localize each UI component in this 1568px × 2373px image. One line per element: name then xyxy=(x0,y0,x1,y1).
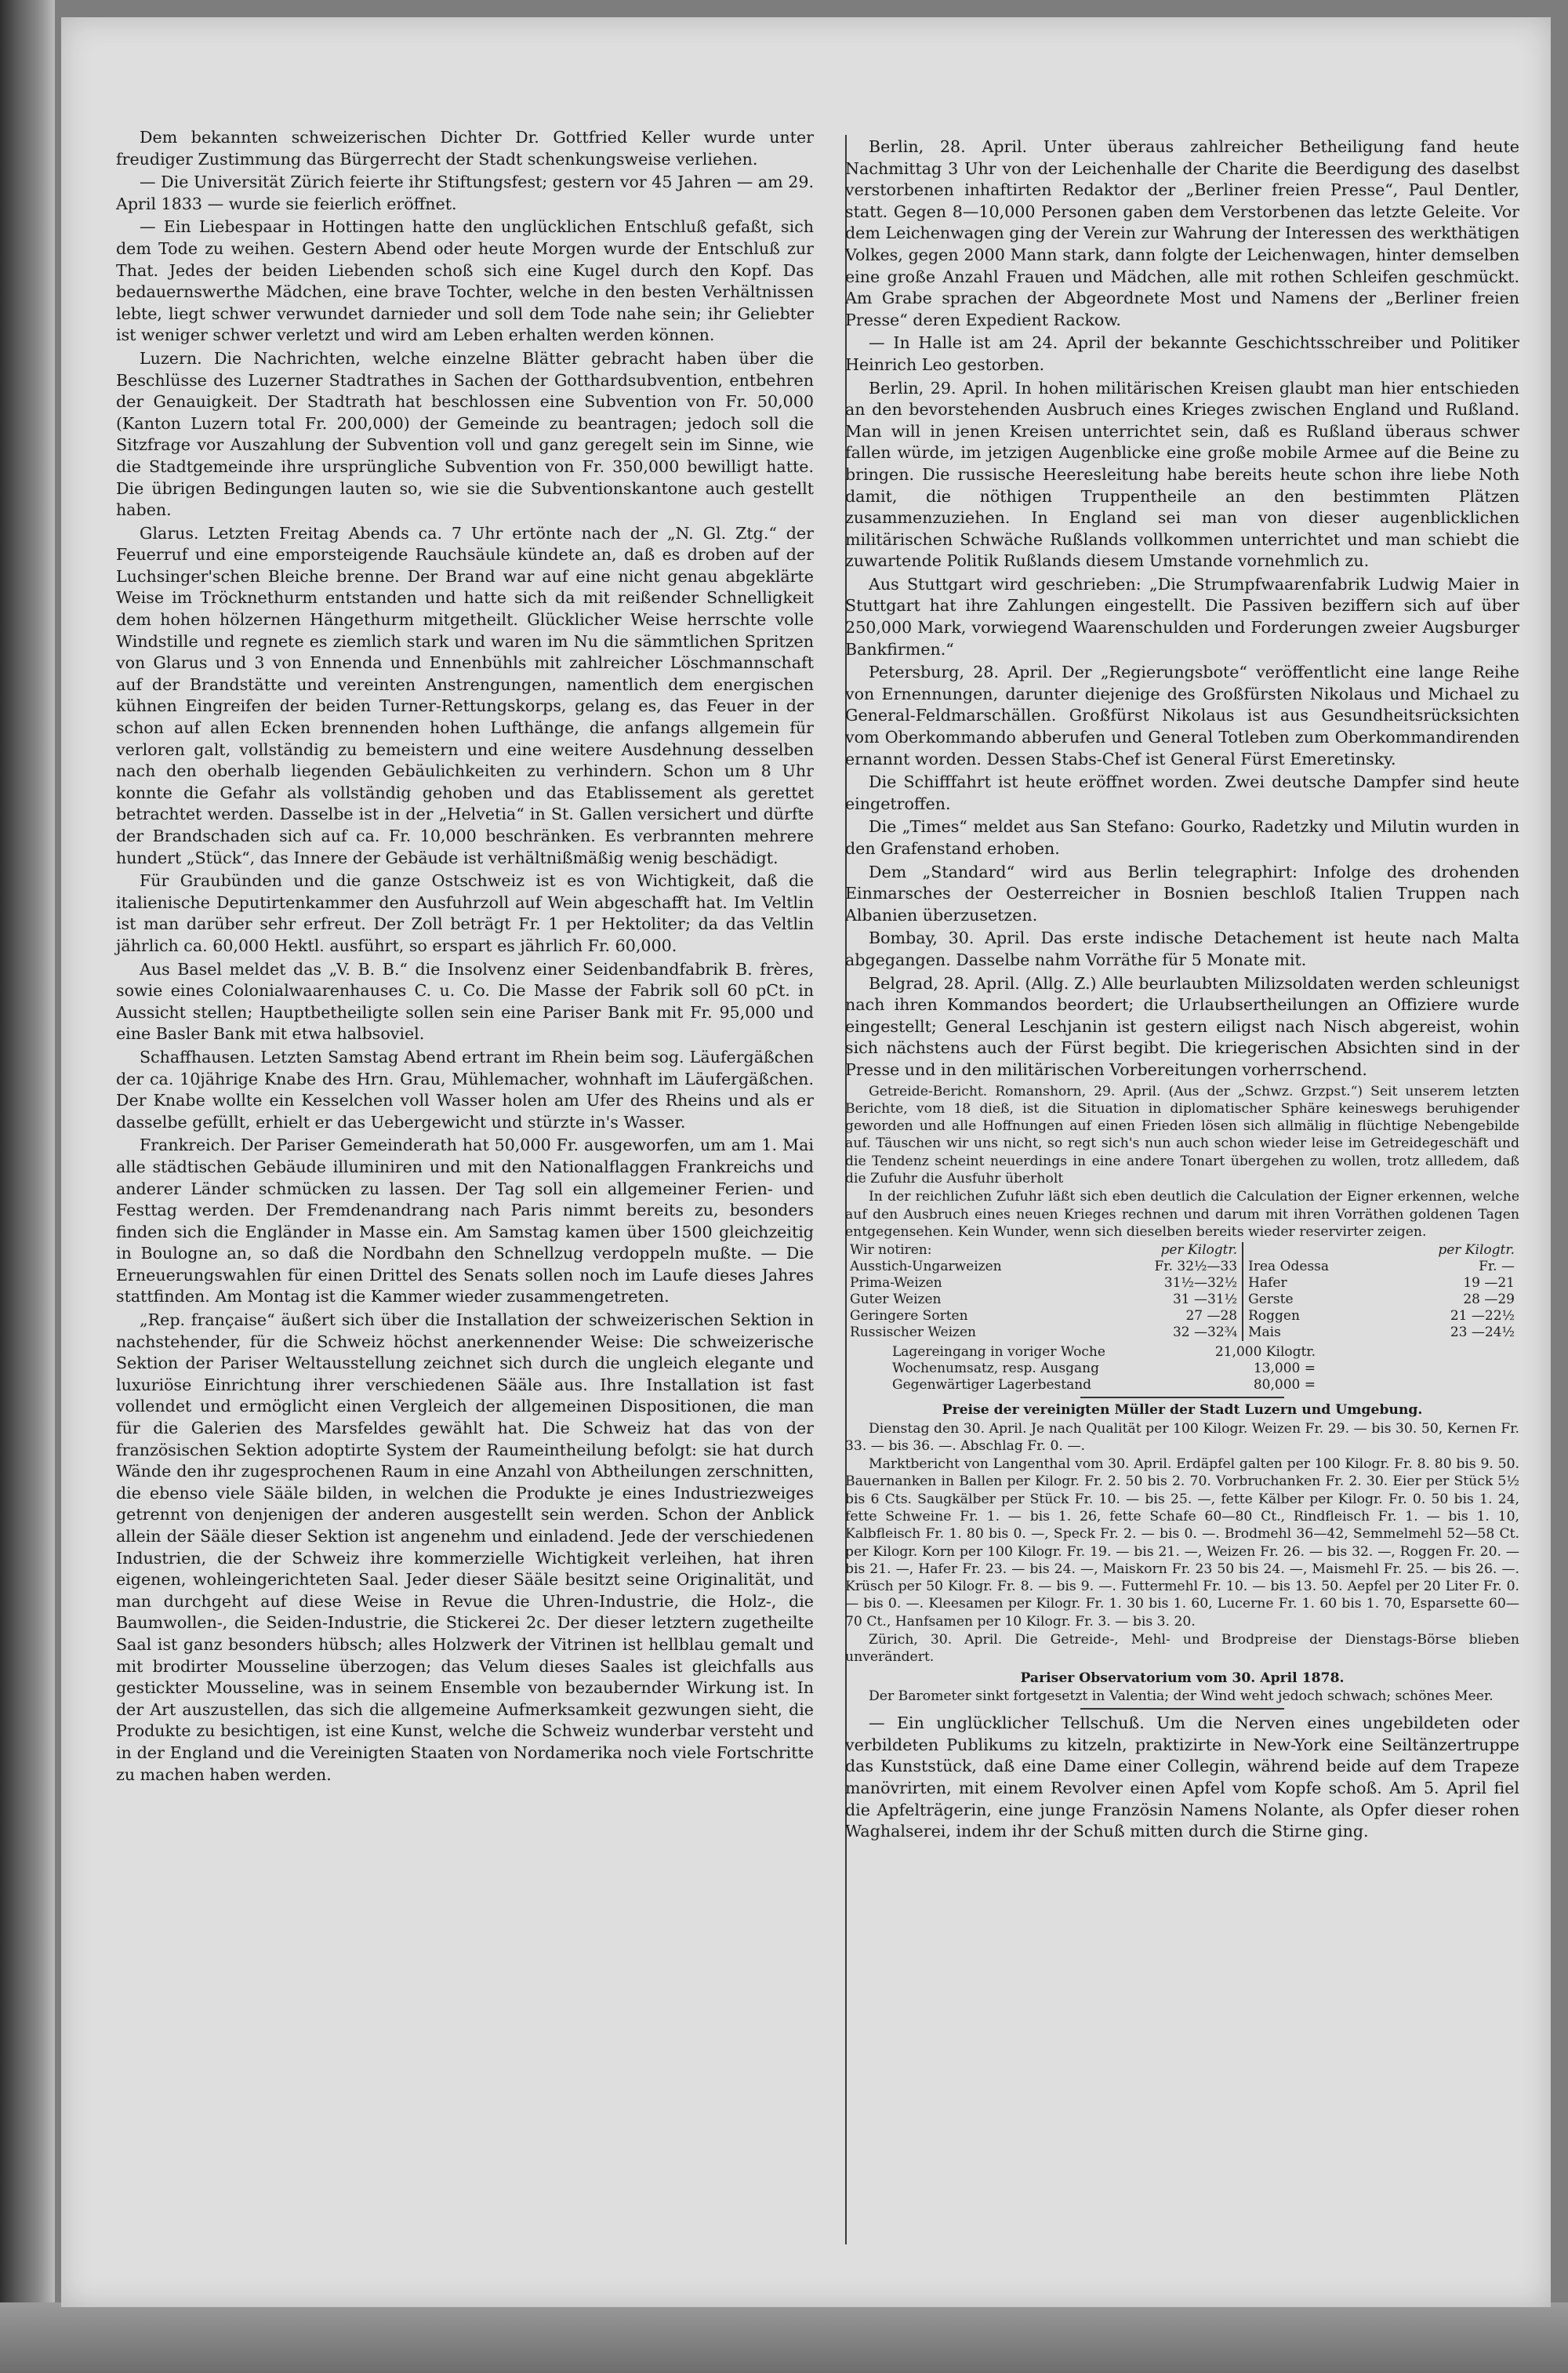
grain-name-2: Irea Odessa xyxy=(1243,1259,1385,1275)
left-column xyxy=(116,127,814,1787)
grain-name: Geringere Sorten xyxy=(850,1308,968,1325)
grain-price-2: 21 —22½ xyxy=(1450,1308,1515,1325)
grain-name-2: Gerste xyxy=(1243,1292,1385,1308)
grain-name-2: Roggen xyxy=(1243,1308,1385,1325)
newspaper-page xyxy=(61,17,1551,2307)
article-petersburg: Petersburg, 28. April. Der „Regierungsbote“ veröffentlicht eine lange Reihe von Ernennungen, darunter diejenige des Großfürsten Nikolaus und Michael zu General-Feldmarschällen. Großfürst Nikolaus ist aus Gesundheitsrücksichten vom Oberkommando abberufen und General Totleben zum Oberkommandirenden ernannt worden. Dessen Stabs-Chef ist General Fürst Emeretinsky. xyxy=(845,663,1519,769)
stock-row xyxy=(892,1344,1316,1361)
scan-bottom-margin xyxy=(0,2302,1568,2373)
grain-name: Russischer Weizen xyxy=(850,1325,976,1341)
article-liebespaar: — Ein Liebespaar in Hottingen hatte den unglücklichen Entschluß gefaßt, sich dem Tode zu weihen. Gestern Abend oder heute Morgen wurde der Entschluß zur That. Jedes der beiden Liebenden schoß sich eine Kugel durch den Kopf. Das bedauernswerthe Mädchen, eine brave Tochter, welche in den besten Verhältnissen lebte, liegt schwer verwundet darnieder und soll dem Tode nahe sein; ihr Geliebter ist weniger schwer verletzt und wird am Leben erhalten werden können. xyxy=(116,217,814,345)
grain-row xyxy=(845,1259,1519,1275)
grain-price: Fr. 32½—33 xyxy=(1154,1259,1238,1275)
section-divider xyxy=(1080,1397,1284,1398)
grain-name: Guter Weizen xyxy=(850,1292,942,1308)
stock-row xyxy=(892,1361,1316,1377)
article-basel: Aus Basel meldet das „V. B. B.“ die Insolvenz einer Seidenbandfabrik B. frères, sowie eines Colonialwaarenhauses C. u. Co. Die Masse der Fabrik soll 60 pCt. in Aussicht stellen; Hauptbetheiligte sollen sein eine Pariser Bank mit Fr. 95,000 und eine Basler Bank mit etwa halbsoviel. xyxy=(116,959,814,1044)
observatorium-text: Der Barometer sinkt fortgesetzt in Valentia; der Wind weht jedoch schwach; schönes Meer. xyxy=(869,1688,1494,1704)
grain-price-2: 19 —21 xyxy=(1463,1275,1515,1292)
stock-value: 80,000 = xyxy=(1253,1377,1316,1394)
book-binding-edge xyxy=(0,0,55,2373)
article-schaffhausen: Schaffhausen. Letzten Samstag Abend ertrant im Rhein beim sog. Läufergäßchen der ca. 10jährige Knabe des Hrn. Grau, Mühlemacher, wohnhaft im Läufergäßchen. Der Knabe wollte ein Kesselchen voll Wasser holen am Ufer des Rheins und als er dasselbe gefüllt, erhielt er das Uebergewicht und stürzte in's Wasser. xyxy=(116,1047,814,1132)
article-schifffahrt: Die Schifffahrt ist heute eröffnet worden. Zwei deutsche Dampfer sind heute eingetroffen. xyxy=(845,772,1519,813)
grain-price: 31½—32½ xyxy=(1163,1275,1238,1292)
grain-row xyxy=(845,1275,1519,1292)
article-tellschuss: — Ein unglücklicher Tellschuß. Um die Nerven eines ungebildeten oder verbildeten Publikums zu kitzeln, praktizirte in New-York eine Seiltänzertruppe das Kunststück, daß eine Dame einer Collegin, während beide auf dem Trapeze manövrirten, mit einem Revolver einen Apfel vom Kopfe schoß. Am 5. April fiel die Apfelträgerin, eine junge Französin Namens Nolante, als Opfer dieser rohen Waghalserei, indem ihr der Schuß mitten durch die Stirne ging. xyxy=(845,1713,1519,1841)
market-reports xyxy=(845,1083,1519,1710)
stock-value: 13,000 = xyxy=(1253,1361,1316,1377)
header-per-left: per Kilogtr. xyxy=(1160,1242,1238,1259)
stock-value: 21,000 Kilogtr. xyxy=(1214,1344,1316,1361)
article-rep-francaise: „Rep. française“ äußert sich über die Installation der schweizerischen Sektion in nachstehender, für die Schweiz höchst anerkennender Weise: Die schweizerische Sektion der Pariser Weltausstellung zeichnet sich durch die ungleich elegante und luxuriöse Einrichtung ihrer verschiedenen Sääle aus. Ihre Installation ist fast vollendet und ermöglicht einen Vergleich der allgemeinen Dispositionen, die man für die Galerien des Marsfeldes gewählt hat. Die Schweiz hat das von der französischen Sektion adoptirte System der Raumeintheilung befolgt: sie hat durch Wände den ihr zugesprochenen Raum in eine Anzahl von Abtheilungen zerschnitten, die ebenso viele Sääle bilden, in welchen die Produkte je eines Industriezweiges getrennt von denjenigen der anderen ausgestellt sein werden. Schon der Anblick allein der Sääle dieser Sektion ist angenehm und einladend. Jede der verschiedenen Industrien, die der Schweiz ihre kommerzielle Wichtigkeit verleihen, hat ihren eigenen, wohleingerichteten Saal. Jeder dieser Sääle besitzt seine Originalität, und man durchgeht auf diese Weise in Revue die Uhren-Industrie, die Holz-, die Baumwollen-, die Seiden-Industrie, die Stickerei 2c. Der dieser letztern zugetheilte Saal ist ganz besonders hübsch; alles Holzwerk der Vitrinen ist hellblau gemalt und mit brodirter Mousseline überzogen; das Velum dieses Saales ist gleichfalls aus gestickter Mousseline, was in seinem Ensemble von bezaubernder Wirkung ist. In der Art auszustellen, das sich die allgemeine Aufmerksamkeit gezwungen sieht, die Produkte zu besichtigen, ist eine Kunst, welche die Schweiz wunderbar versteht und in der England und die Vereinigten Staaten von Nordamerika noch viele Fortschritte zu machen haben werden. xyxy=(116,1310,814,1784)
article-berlin-29: Berlin, 29. April. In hohen militärischen Kreisen glaubt man hier entschieden an den bevorstehenden Ausbruch eines Krieges zwischen England und Rußland. Man will in jenen Kreisen unterrichtet sein, daß es Rußland überaus schwer fallen würde, im jetzigen Augenblicke eine große mobile Armee auf die Beine zu bringen. Die russische Heeresleitung habe bereits heute schon ihre liebe Noth damit, die nöthigen Truppentheile an den bestimmten Plätzen zusammenzuziehen. In England sei man von dieser augenblicklichen militärischen Schwäche Rußlands vollkommen unterrichtet und man schiebt die zuwartende Politik Rußlands diesem Umstande vornehmlich zu. xyxy=(845,378,1519,571)
stock-label: Gegenwärtiger Lagerbestand xyxy=(892,1377,1092,1394)
right-column xyxy=(845,136,1519,1844)
grain-name: Ausstich-Ungarweizen xyxy=(850,1259,1002,1275)
grain-price-2: 23 —24½ xyxy=(1450,1325,1515,1341)
grain-price: 32 —32¾ xyxy=(1172,1325,1238,1341)
grain-name-2: Hafer xyxy=(1243,1275,1385,1292)
grain-table-header xyxy=(845,1242,1519,1259)
grain-price: 31 —31½ xyxy=(1172,1292,1238,1308)
article-times: Die „Times“ meldet aus San Stefano: Gourko, Radetzky und Milutin wurden in den Grafenstand erhoben. xyxy=(845,817,1519,858)
grain-price: 27 —28 xyxy=(1185,1308,1238,1325)
article-berlin-28: Berlin, 28. April. Unter überaus zahlreicher Betheiligung fand heute Nachmittag 3 Uhr von der Leichenhalle der Charite die Beerdigung des daselbst verstorbenen inhaftirten Redaktor der „Berliner freien Presse“, Paul Dentler, statt. Gegen 8—10,000 Personen gaben dem Verstorbenen das letzte Geleite. Vor dem Leichenwagen ging der Verein zur Wahrung der Interessen des werkthätigen Volkes, gegen 2000 Mann stark, dann folgte der Leichenwagen, hinter demselben eine große Anzahl Frauen und Mädchen, alle mit rothen Schleifen geschmückt. Am Grabe sprachen der Abgeordnete Most und Namens der „Berliner freien Presse“ deren Expedient Rackow. xyxy=(845,137,1519,329)
preise-title: Preise der vereinigten Müller der Stadt Luzern und Umgebung. xyxy=(942,1402,1423,1419)
markt-zurich: Zürich, 30. April. Die Getreide-, Mehl- und Brodpreise der Dienstags-Börse blieben unverändert. xyxy=(845,1632,1519,1666)
grain-row xyxy=(845,1308,1519,1325)
stock-row xyxy=(892,1377,1316,1394)
grain-row xyxy=(845,1325,1519,1341)
grain-price-2: 28 —29 xyxy=(1463,1292,1515,1308)
grain-name: Prima-Weizen xyxy=(850,1275,942,1292)
article-standard: Dem „Standard“ wird aus Berlin telegraphirt: Infolge des drohenden Einmarsches der Oesterreicher in Bosnien beschloß Italien Truppen nach Albanien überzusetzen. xyxy=(845,862,1519,925)
header-notiren: Wir notiren: xyxy=(850,1242,932,1259)
header-per-right: per Kilogtr. xyxy=(1438,1242,1515,1259)
article-glarus: Glarus. Letzten Freitag Abends ca. 7 Uhr ertönte nach der „N. Gl. Ztg.“ der Feuerruf und eine emporsteigende Rauchsäule kündete an, daß es droben auf der Luchsinger'schen Bleiche brenne. Der Brand war auf eine nicht genau abgeklärte Weise im Tröcknethurm entstanden und hatte sich da mit reißender Schnelligkeit dem hohen hölzernen Hängethurm mitgetheilt. Glücklicher Weise herrschte volle Windstille und regnete es ziemlich stark und waren im Nu die sämmtlichen Spritzen von Glarus und 3 von Ennenda und Ennenbühls mit zahlreicher Löschmannschaft auf der Brandstätte und vereinten Anstrengungen, namentlich dem energischen kühnen Eingreifen der beiden Turner-Rettungskorps, gelang es, das Feuer in der schon auf allen Ecken brennenden hohen Lufthänge, die anfangs allgemein für verloren galt, vollständig zu bemeistern und eine weitere Ausdehnung desselben nach den oberhalb liegenden Gebäulichkeiten zu verhindern. Schon um 8 Uhr konnte die Gefahr als vollständig gehoben und das Etablissement als gerettet betrachtet werden. Dasselbe ist in der „Helvetia“ in St. Gallen versichert und dürfte der Brandschaden sich auf ca. Fr. 10,000 beschränken. Es verbrannten mehrere hundert „Stück“, das Innere der Gebäude ist verhältnißmäßig wenig beschädigt. xyxy=(116,523,814,867)
article-luzern: Luzern. Die Nachrichten, welche einzelne Blätter gebracht haben über die Beschlüsse des Luzerner Stadtrathes in Sachen der Gotthardsubvention, entbehren der Genauigkeit. Der Stadtrath hat beschlossen eine Subvention von Fr. 50,000 (Kanton Luzern total Fr. 200,000) der Gemeinde zu beantragen; jedoch soll die Sitzfrage vor Auszahlung der Subvention voll und ganz geregelt sein im Sinne, wie die Stadtgemeinde ihre ursprüngliche Subvention von Fr. 350,000 bewilligt hatte. Die übrigen Bedingungen lauten so, wie sie die Subventionskantone auch gestellt haben. xyxy=(116,348,814,520)
article-universitaet: — Die Universität Zürich feierte ihr Stiftungsfest; gestern vor 45 Jahren — am 29. April 1833 — wurde sie feierlich eröffnet. xyxy=(116,173,814,213)
preise-text: Dienstag den 30. April. Je nach Qualität per 100 Kilogr. Weizen Fr. 29. — bis 30. 50, Kernen Fr. 33. — bis 36. —. Abschlag Fr. 0. —. xyxy=(845,1420,1519,1454)
grain-name-2: Mais xyxy=(1243,1325,1385,1341)
grain-price-table xyxy=(845,1242,1519,1341)
observatorium-title: Pariser Observatorium vom 30. April 1878. xyxy=(1020,1670,1345,1686)
article-belgrad: Belgrad, 28. April. (Allg. Z.) Alle beurlaubten Milizsoldaten werden schleunigst nach ihren Kommandos beordert; die Urlaubsertheilungen an Offiziere wurde eingestellt; General Leschjanin ist gestern eiligst nach Nisch abgereist, wohin sich nächstens auch der Fürst begibt. Die kriegerischen Absichten sind in der Presse und in den militärischen Vorbereitungen vorherrschend. xyxy=(845,973,1519,1079)
article-bombay: Bombay, 30. April. Das erste indische Detachement ist heute nach Malta abgegangen. Dasselbe nahm Vorräthe für 5 Monate mit. xyxy=(845,928,1519,969)
section-divider xyxy=(1080,1708,1284,1710)
article-keller: Dem bekannten schweizerischen Dichter Dr. Gottfried Keller wurde unter freudiger Zustimmung das Bürgerrecht der Stadt schenkungsweise verliehen. xyxy=(116,128,814,169)
article-graubuenden: Für Graubünden und die ganze Ostschweiz ist es von Wichtigkeit, daß die italienische Deputirtenkammer den Ausfuhrzoll auf Wein abgeschafft hat. Im Veltlin ist man darüber sehr erfreut. Der Zoll beträgt Fr. 1 per Hektoliter; da das Veltlin jährlich ca. 60,000 Hektl. ausführt, so erspart es jährlich Fr. 60,000. xyxy=(116,871,814,955)
stock-summary xyxy=(892,1344,1519,1394)
getreide-intro: Getreide-Bericht. Romanshorn, 29. April. (Aus der „Schwz. Grzpst.“) Seit unserem letzten Berichte, vom 18 dieß, ist die Situation in diplomatischer Sphäre keineswegs beruhigender geworden und alle Hoffnungen auf einen Frieden lösen sich allmälig in flüchtige Nebengebilde auf. Täuschen wir uns nicht, so regt sich's nun auch schon wieder leise im Getreidegeschäft und die Tendenz scheint neuerdings in eine andere Tonart übergehen zu wollen, trotz allledem, daß die Zufuhr die Ausfuhr überholt xyxy=(845,1083,1519,1187)
stock-label: Wochenumsatz, resp. Ausgang xyxy=(892,1361,1099,1377)
article-frankreich: Frankreich. Der Pariser Gemeinderath hat 50,000 Fr. ausgeworfen, um am 1. Mai alle städtischen Gebäude illuminiren und mit den Nationalflaggen Frankreichs und anderer Länder schmücken zu lassen. Der Tag soll ein allgemeiner Ferien- und Festtag werden. Der Fremdenandrang nach Paris nimmt bereits zu, besonders finden sich die Engländer in Masse ein. Am Samstag kamen über 1500 gleichzeitig in Boulogne an, so daß die Nordbahn den Schnellzug verdoppeln mußte. — Die Erneuerungswahlen für einen Drittel des Senats sollen noch im Laufe dieses Jahres stattfinden. Am Montag ist die Kammer wieder zusammengetreten. xyxy=(116,1136,814,1306)
article-halle: — In Halle ist am 24. April der bekannte Geschichtsschreiber und Politiker Heinrich Leo gestorben. xyxy=(845,333,1519,374)
stock-label: Lagereingang in voriger Woche xyxy=(892,1344,1105,1361)
grain-row xyxy=(845,1292,1519,1308)
article-stuttgart: Aus Stuttgart wird geschrieben: „Die Strumpfwaarenfabrik Ludwig Maier in Stuttgart hat ihre Zahlungen eingestellt. Die Passiven beziffern sich auf über 250,000 Mark, vorwiegend Waarenschulden und Forderungen zweier Augsburger Bankfirmen.“ xyxy=(845,574,1519,659)
getreide-para2: In der reichlichen Zufuhr läßt sich eben deutlich die Calculation der Eigner erkennen, welche auf den Ausbruch eines neuen Krieges rechnen und darum mit ihren Vorräthen goldenen Tagen entgegensehen. Kein Wunder, wenn sich dieselben bereits wieder reservirter zeigen. xyxy=(845,1189,1519,1240)
markt-langenthal: Marktbericht von Langenthal vom 30. April. Erdäpfel galten per 100 Kilogr. Fr. 8. 80 bis 9. 50. Bauernanken in Ballen per Kilogr. Fr. 2. 50 bis 2. 70. Vorbruchanken Fr. 2. 30. Eier per Stück 5½ bis 6 Cts. Saugkälber per Stück Fr. 10. — bis 25. —, fette Kälber per Kilogr. Fr. 0. 50 bis 1. 24, fette Schweine Fr. 1. — bis 1. 26, fette Schafe 60—80 Ct., Rindfleisch Fr. 1. — bis 1. 10, Kalbfleisch Fr. 1. 80 bis 0. —, Speck Fr. 2. — bis 0. —. Brodmehl 36—42, Semmelmehl 52—58 Ct. per Kilogr. Korn per 100 Kilogr. Fr. 19. — bis 21. —, Weizen Fr. 26. — bis 32. —, Roggen Fr. 20. — bis 21. —, Hafer Fr. 23. — bis 24. —, Maiskorn Fr. 23 50 bis 24. —, Maismehl Fr. 25. — bis 26. —. Krüsch per 50 Kilogr. Fr. 8. — bis 9. —. Futtermehl Fr. 10. — bis 13. 50. Aepfel per 20 Liter Fr. 0. — bis 0. —. Kleesamen per Kilogr. Fr. 1. 30 bis 1. 60, Lucerne Fr. 1. 60 bis 1. 70, Esparsette 60—70 Ct., Hanfsamen per 10 Kilogr. Fr. 3. — bis 3. 20. xyxy=(845,1456,1519,1630)
grain-price-2: Fr. — xyxy=(1479,1259,1515,1275)
